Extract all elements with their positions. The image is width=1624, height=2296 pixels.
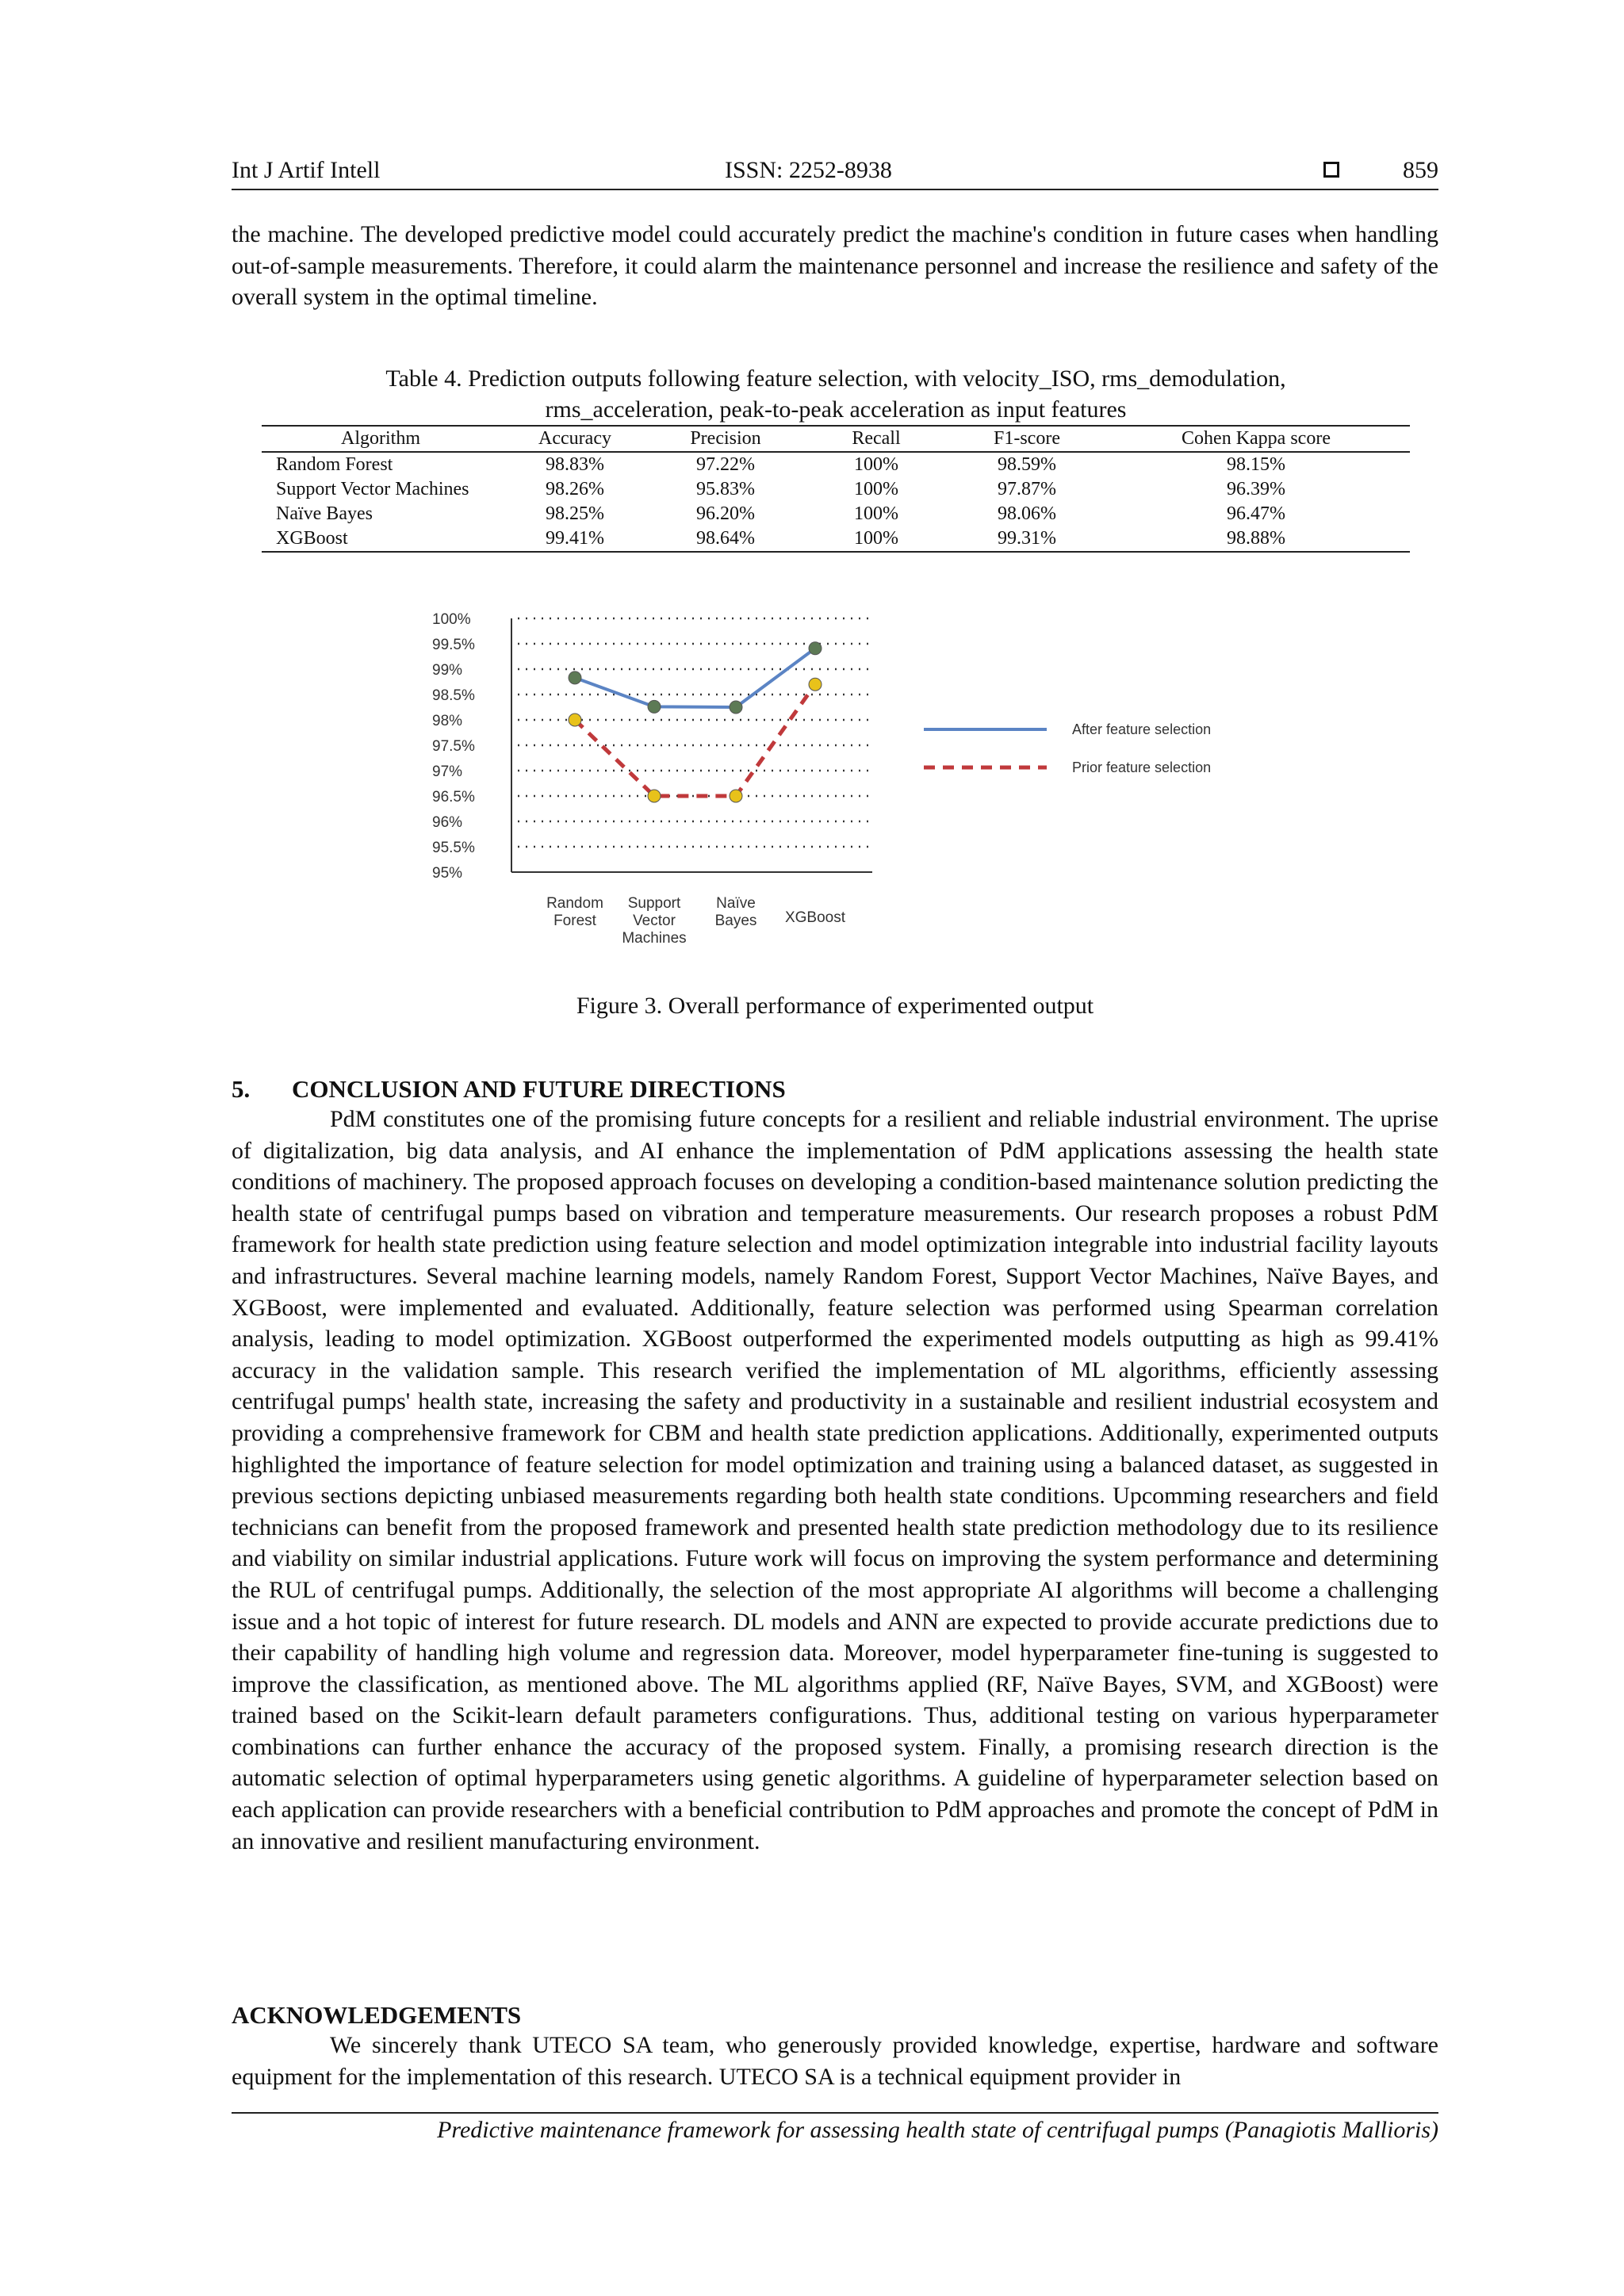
table4 xyxy=(262,425,1410,553)
intro-paragraph: the machine. The developed predictive model could accurately predict the machine's condition in future cases when handling out-of-sample measurements. Therefore, it could alarm the maintenance personnel and increase the resilience and safety of the overall system in the optimal timeline. xyxy=(232,221,1438,311)
prior-feature-selection-point xyxy=(569,714,581,726)
table-row xyxy=(262,502,1410,526)
table-row xyxy=(262,452,1410,477)
figure3-caption: Figure 3. Overall performance of experimented output xyxy=(576,993,1094,1019)
x-tick-label: Vector xyxy=(633,913,676,929)
y-tick-label: 95% xyxy=(432,865,463,882)
prior-feature-selection-point xyxy=(648,790,661,802)
table-cell: 97.22% xyxy=(696,454,755,475)
y-tick-label: 98% xyxy=(432,713,463,729)
issn: ISSN: 2252-8938 xyxy=(725,157,892,183)
x-tick-label: Naïve xyxy=(716,895,756,912)
y-tick-label: 98.5% xyxy=(432,687,475,704)
table-cell: 98.59% xyxy=(998,454,1056,475)
square-bullet-icon xyxy=(1323,162,1339,178)
prior-feature-selection-line xyxy=(575,684,815,796)
section5-heading xyxy=(232,1075,786,1104)
column-header: Precision xyxy=(650,426,801,452)
table-cell: XGBoost xyxy=(262,526,500,552)
table-cell: 98.15% xyxy=(1227,454,1285,475)
table-cell: 98.88% xyxy=(1102,526,1410,552)
table-row xyxy=(262,477,1410,502)
running-footer: Predictive maintenance framework for assessing health state of centrifugal pumps (Panagiotis Mallioris) xyxy=(232,2112,1438,2144)
running-header xyxy=(232,154,1438,190)
column-header: Cohen Kappa score xyxy=(1102,426,1410,452)
section5-number: 5. xyxy=(232,1075,251,1103)
table-cell: 98.83% xyxy=(546,454,604,475)
x-tick-label: Machines xyxy=(622,930,687,947)
y-tick-label: 97.5% xyxy=(432,738,475,755)
table-cell: 100% xyxy=(854,479,898,499)
table-cell: 98.06% xyxy=(998,503,1056,524)
section5-body: PdM constitutes one of the promising future concepts for a resilient and reliable industrial environment. The uprise of digitalization, big data analysis, and AI enhance the implementation of PdM applications assessing the health state conditions of machinery. The proposed approach focuses on developing a condition-based maintenance solution predicting the health state of centrifugal pumps based on vibration and temperature measurements. Our research proposes a robust PdM framework for health state prediction using feature selection and model optimization integrable into industrial facility layouts and infrastructures. Several machine learning models, namely Random Forest, Support Vector Machines, Naïve Bayes, and XGBoost, were implemented and evaluated. Additionally, feature selection was performed using Spearman correlation analysis, leading to model optimization. XGBoost outperformed the experimented models outputting as high as 99.41% accuracy in the validation sample. This research verified the implementation of ML algorithms, efficiently assessing centrifugal pumps' health state, increasing the safety and productivity in a sustainable and resilient industrial ecosystem and providing a comprehensive framework for CBM and health state prediction applications. Additionally, experimented outputs highlighted the importance of feature selection for model optimization and training using a balanced dataset, as suggested in previous sections depicting unbiased measurements regarding both health state conditions. Upcomming researchers and field technicians can benefit from the proposed framework and presented health state prediction methodology due to its resilience and viability on similar industrial applications. Future work will focus on improving the system performance and determining the RUL of centrifugal pumps. Additionally, the selection of the most appropriate AI algorithms will become a challenging issue and a hot topic of interest for future research. DL models and ANN are expected to provide accurate predictions due to their capability of handling high volume and regression data. Moreover, model hyperparameter fine-tuning is suggested to improve the classification, as mentioned above. The ML algorithms applied (RF, Naïve Bayes, SVM, and XGBoost) were trained based on the Scikit-learn default parameters configurations. Thus, additional testing on various hyperparameter combinations can further enhance the accuracy of the proposed system. Finally, a promising research direction is the automatic selection of optimal hyperparameters using genetic algorithms. A guideline of hyperparameter selection based on each application can provide researchers with a beneficial contribution to PdM approaches and promote the concept of PdM in an innovative and resilient manufacturing environment. xyxy=(232,1106,1438,1854)
table-cell: 100% xyxy=(854,503,898,524)
after-feature-selection-point xyxy=(648,700,661,713)
after-feature-selection-point xyxy=(809,642,822,655)
x-tick-label: Forest xyxy=(553,913,596,929)
y-tick-label: 95.5% xyxy=(432,840,475,856)
table-cell: 98.25% xyxy=(546,503,604,524)
legend-label: After feature selection xyxy=(1072,721,1212,737)
y-tick-label: 96% xyxy=(432,814,463,831)
y-tick-label: 99.5% xyxy=(432,637,475,653)
table-cell: 95.83% xyxy=(696,479,755,499)
after-feature-selection-line xyxy=(575,649,815,707)
table-cell: 96.47% xyxy=(1227,503,1285,524)
table-cell: 99.41% xyxy=(500,526,650,552)
after-feature-selection-point xyxy=(730,701,742,714)
acknowledgements-heading: ACKNOWLEDGEMENTS xyxy=(232,2001,522,2029)
table-header-row xyxy=(262,426,1410,452)
y-tick-label: 96.5% xyxy=(432,789,475,806)
y-tick-label: 100% xyxy=(432,611,471,628)
table-cell: 99.31% xyxy=(952,526,1102,552)
y-tick-label: 99% xyxy=(432,662,463,679)
table-cell: Naïve Bayes xyxy=(276,503,373,524)
x-tick-label: XGBoost xyxy=(784,909,846,926)
legend-label: Prior feature selection xyxy=(1072,760,1212,775)
column-header: Recall xyxy=(801,426,952,452)
table-cell: 96.20% xyxy=(696,503,755,524)
table-cell: Random Forest xyxy=(276,454,393,475)
table-cell: 97.87% xyxy=(998,479,1056,499)
x-tick-label: Random xyxy=(546,895,603,912)
table-cell: Support Vector Machines xyxy=(276,479,469,499)
table-cell: 98.64% xyxy=(650,526,801,552)
acknowledgements-body: We sincerely thank UTECO SA team, who generously provided knowledge, expertise, hardware and software equipment for the implementation of this research. UTECO SA is a technical equipment provider in xyxy=(232,2032,1438,2090)
figure3-line-chart xyxy=(412,591,1253,963)
prior-feature-selection-point xyxy=(809,678,822,691)
column-header: F1-score xyxy=(952,426,1102,452)
table-cell: 98.26% xyxy=(546,479,604,499)
table-row xyxy=(262,526,1410,552)
column-header: Accuracy xyxy=(500,426,650,452)
prior-feature-selection-point xyxy=(730,790,742,802)
page-number: 859 xyxy=(1403,157,1438,183)
x-tick-label: Bayes xyxy=(714,913,757,929)
after-feature-selection-point xyxy=(569,672,581,684)
table-cell: 100% xyxy=(801,526,952,552)
section5-title: CONCLUSION AND FUTURE DIRECTIONS xyxy=(292,1075,786,1103)
table4-caption: Table 4. Prediction outputs following feature selection, with velocity_ISO, rms_demodulation, rms_acceleration, peak-to-peak acceleration as input features xyxy=(385,365,1286,423)
journal-name: Int J Artif Intell xyxy=(232,157,381,183)
table-cell: 96.39% xyxy=(1227,479,1285,499)
x-tick-label: Support xyxy=(627,895,681,912)
y-tick-label: 97% xyxy=(432,763,463,780)
column-header: Algorithm xyxy=(262,426,500,452)
table-cell: 100% xyxy=(854,454,898,475)
